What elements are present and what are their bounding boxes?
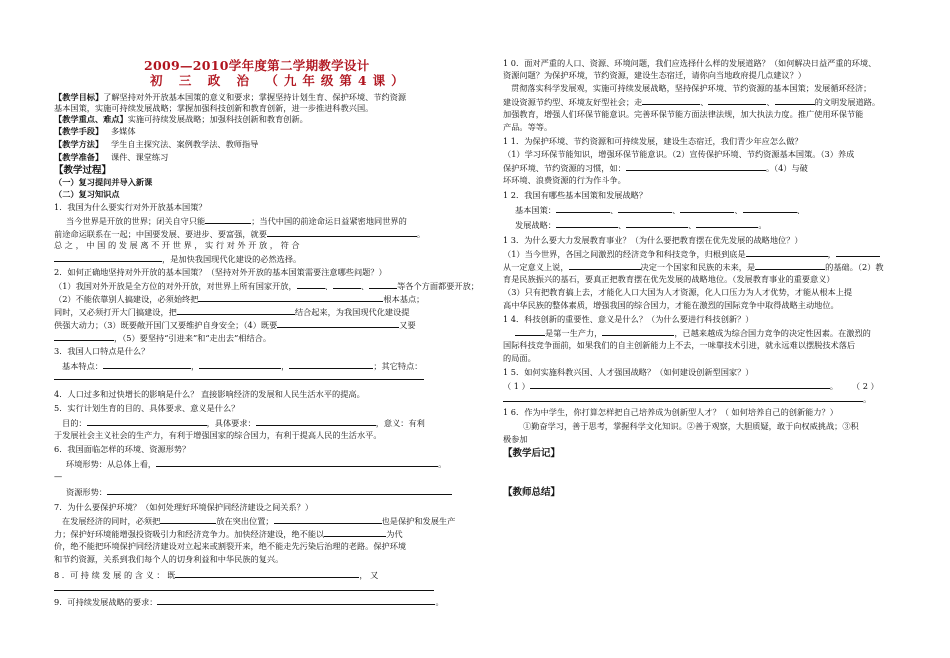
text-line: 目的： ，具体要求： ，意义：有利	[62, 418, 425, 428]
text-line: 基本国策： 、 、 、 、	[515, 205, 805, 215]
fill-blank[interactable]	[556, 219, 618, 228]
text-line: （1）学习环保节能知识，增强环保节能意识。（2）宣传保护环境、节约资源基本国策。（3）养成	[503, 149, 855, 159]
text-line: 当今世界是开放的世界；闭关自守只能 ；当代中国的前途命运日益紧密地同世界的	[66, 216, 407, 226]
methods-heading: 【教学方法】	[54, 139, 104, 149]
methods-row	[54, 139, 258, 150]
text-line: 。	[503, 393, 871, 405]
text-line: 育是民族振兴的基石，要真正把教育摆在优先发展的战略地位。（发展教育事业的重要意义）	[503, 274, 835, 284]
objectives-row	[54, 92, 406, 103]
fill-blank[interactable]	[515, 327, 545, 336]
fill-blank[interactable]	[626, 162, 766, 171]
question-11: 1 1．为保护环境、节约资源和可持续发展，建设生态宿迁，我们青少年应怎么做？	[503, 136, 803, 146]
question-9: 9．可持续发展战略的要求： 。	[54, 597, 444, 607]
text-line: 价，绝不能把环境保护同经济建设对立起来或割裂开来，绝不能走先污染后治理的老路。保护环境	[54, 541, 407, 551]
fill-blank[interactable]	[626, 219, 688, 228]
objectives-heading: 【教学目标】	[54, 92, 104, 102]
prep-heading: 【教学准备】	[54, 152, 104, 162]
fill-blank[interactable]	[198, 293, 383, 302]
fill-blank[interactable]	[755, 261, 825, 270]
text-line: 从一定意义上说， 决定一个国家和民族的未来，是 的基础。（2）教	[503, 262, 884, 272]
methods-text: 学生自主探究法、案例教学法、教师指导	[110, 139, 259, 149]
fill-blank[interactable]	[556, 204, 610, 213]
fill-blank[interactable]	[199, 360, 281, 369]
fill-blank-line	[54, 372, 424, 383]
question-3: 3．我国人口特点是什么？	[54, 346, 150, 356]
step-review: （一）复习提问并导入新课	[54, 177, 153, 187]
process-heading: 【教学过程】	[54, 165, 112, 176]
fill-blank[interactable]	[297, 280, 325, 289]
text-line: 和节约资源，关系到我们每个人的切身利益和中华民族的复兴。	[54, 554, 284, 564]
text-line: 资源问题？为保护环境，节约资源，建设生态宿迁，请你向当地政府提几点建议？）	[503, 70, 806, 80]
fill-blank[interactable]	[54, 253, 162, 262]
step-knowledge: （二）复习知识点	[54, 189, 120, 199]
fill-blank[interactable]	[160, 515, 216, 524]
means-heading: 【教学手段】	[54, 126, 104, 136]
objectives-text-cont: 基本国策，实施可持续发展战略；掌握加强科技创新和教育创新，进一步推进科教兴国。	[54, 103, 374, 113]
text-line: 是第一生产力， ，已越来越成为综合国力竞争的决定性因素。在激烈的	[515, 327, 871, 339]
text-line: 总 之 ， 中 国 的 发 展 离 不 开 世 界 ， 实 行 对 外 开 放 ， 符 合	[54, 240, 300, 250]
text-line: 保护环境、节约资源的习惯，如： 。（4）与破	[503, 163, 808, 173]
fill-blank[interactable]	[836, 248, 880, 257]
fill-blank[interactable]	[369, 280, 397, 289]
text-line: 发展战略： 、 、 。	[515, 220, 767, 230]
text-line: （ 1 ） 。 （ 2 ）	[503, 381, 879, 391]
text-line: （2）不能依靠别人搞建设，必须始终把 根本基点；	[54, 294, 425, 304]
question-6: 6．我国面临怎样的环境、资源形势？	[54, 444, 191, 454]
fill-blank[interactable]	[87, 417, 207, 426]
text-line: 贯彻落实科学发展观，实施可持续发展战略，坚持保护环境、节约资源的基本国策；发展循环经济；	[511, 83, 872, 93]
document-title: 2009—2010学年度第二学期教学设计	[144, 58, 370, 73]
afterword-heading: 【教学后记】	[503, 448, 561, 459]
text-line: （3）只有把教育搞上去，才能化人口大国为人才资源，化人口压力为人才优势，才能从根本上提	[503, 287, 853, 297]
means-text: 多媒体	[110, 126, 136, 136]
text-line: 在发展经济的同时，必须把 放在突出位置； 也是保护和发展生产	[62, 516, 456, 526]
fill-blank[interactable]	[156, 458, 438, 467]
question-1: 1．我国为什么要实行对外开放基本国策？	[54, 202, 207, 212]
question-8: 8 ．可 持 续 发 展 的 含 义 ： 既 ， 又	[54, 570, 379, 580]
text-line: 资源形势：	[66, 486, 452, 498]
objectives-text: 了解坚持对外开放基本国策的意义和要求；掌握坚持计划生育、保护环境、节约资源	[103, 92, 407, 102]
text-line: 环境形势：从总体上看， 。	[66, 459, 447, 469]
text-line: ①勤奋学习，善于思考，掌握科学文化知识。②善于观察，大胆质疑，敢于向权威挑战；③积	[523, 421, 859, 431]
document-subtitle: 初 三 政 治 （九年级第4课）	[150, 73, 410, 88]
fill-blank[interactable]	[277, 319, 399, 328]
text-line: 极参加	[503, 434, 528, 444]
text-line: （1）我国对外开放是全方位的对外开放，对世界上所有国家开放， 、 、 等各个方面都要开放；	[54, 281, 479, 291]
text-line: 同时，又必须打开大门搞建设，把 结合起来，为我国现代化建设提	[54, 307, 410, 317]
fill-blank[interactable]	[256, 417, 376, 426]
fill-blank[interactable]	[54, 378, 424, 380]
text-line: 前途命运联系在一起；中国要发展、要进步、要富强，就要 。	[54, 229, 426, 239]
fill-blank[interactable]	[177, 306, 295, 315]
means-row	[54, 126, 136, 137]
text-line: 于发展社会主义社会的生产力，有利于增强国家的综合国力，有利于提高人民的生活水平。	[54, 430, 382, 440]
text-line: 产品。等等。	[503, 122, 553, 132]
key-points-row	[54, 114, 308, 125]
fill-blank[interactable]	[107, 486, 452, 495]
fill-blank-line	[54, 583, 434, 594]
question-5: 5．实行计划生育的目的、具体要求、意义是什么？	[54, 403, 240, 413]
fill-blank[interactable]	[103, 360, 191, 369]
fill-blank[interactable]	[618, 204, 672, 213]
question-2: 2．如何正确地坚持对外开放的基本国策？（坚持对外开放的基本国策需要注意哪些问题？）	[54, 267, 387, 277]
text-line: —	[54, 471, 63, 481]
fill-blank[interactable]	[569, 261, 641, 270]
fill-blank[interactable]	[274, 515, 382, 524]
question-7: 7．为什么要保护环境？（如何处理好环境保护同经济建设之间关系？）	[54, 502, 314, 512]
question-13: 1 3．为什么要大力发展教育事业？（为什么要把教育摆在优先发展的战略地位？）	[503, 235, 803, 245]
fill-blank[interactable]	[175, 569, 359, 578]
question-16: 1 6．作为中学生，你打算怎样把自己培养成为创新型人才？（ 如何培养自己的创新能力？）	[503, 407, 838, 417]
fill-blank[interactable]	[743, 204, 797, 213]
text-line: 建设资源节约型、环境友好型社会；走 、 、 的文明发展道路。	[503, 97, 881, 107]
question-14: 1 4．科技创新的重要性、意义是什么？（为什么要进行科技创新？）	[503, 314, 754, 324]
fill-blank[interactable]	[696, 219, 758, 228]
key-points-text: 实施可持续发展战略；加强科技创新和教育创新。	[127, 114, 308, 124]
fill-blank[interactable]	[708, 96, 766, 105]
text-line: 基本特点： ， ， ；其它特点：	[62, 361, 423, 371]
text-line: 力；保护好环境能增强投资吸引力和经济竞争力。加快经济建设，绝不能以 为代	[54, 529, 403, 539]
fill-blank[interactable]	[602, 327, 674, 336]
question-4: 4．人口过多和过快增长的影响是什么？ 直接影响经济的发展和人民生活水平的提高。	[54, 389, 365, 399]
fill-blank[interactable]	[289, 360, 373, 369]
prep-row	[54, 152, 168, 163]
question-15: 1 5．如何实施科教兴国、人才强国战略？（如何建设创新型国家？）	[503, 367, 754, 377]
summary-heading: 【教师总结】	[503, 487, 561, 498]
text-line: ，是加快我国现代化建设的必然选择。	[54, 253, 301, 265]
text-line: ，（5）要坚持“引进来”和“走出去”相结合。	[54, 332, 271, 344]
fill-blank[interactable]	[267, 228, 417, 237]
fill-blank[interactable]	[775, 96, 815, 105]
text-line: 坏环境、浪费资源的行为作斗争。	[503, 175, 626, 185]
text-line: 国际科技竞争面前，如果我们的自主创新能力上不去，一味靠技术引进，就永远难以摆脱技术落后	[503, 340, 856, 350]
fill-blank[interactable]	[54, 589, 434, 591]
key-points-heading: 【教学重点、难点】	[54, 114, 128, 124]
text-line: 高中华民族的整体素质，增强我国的综合国力，才能在激烈的国际竞争中取得战略主动地位。	[503, 300, 839, 310]
text-line: 供强大动力；（3）既要敞开国门又要维护自身安全；（4）既要 又要	[54, 320, 416, 330]
fill-blank[interactable]	[530, 380, 830, 389]
fill-blank[interactable]	[503, 393, 863, 402]
text-line: 的局面。	[503, 353, 536, 363]
text-line: 加强教育，增强人们环保节能意识。完善环保节能方面法律法规，加大执法力度。推广使用环保节能	[503, 109, 864, 119]
prep-text: 课件、课堂练习	[110, 152, 169, 162]
question-10: 1 0．面对严重的人口、资源、环境问题，我们应选择什么样的发展道路？（如何解决日益严重的环境、	[503, 58, 877, 68]
fill-blank[interactable]	[324, 528, 386, 537]
fill-blank[interactable]	[205, 215, 251, 224]
question-12: 1 2．我国有哪些基本国策和发展战略？	[503, 190, 648, 200]
fill-blank[interactable]	[333, 280, 361, 289]
fill-blank[interactable]	[54, 332, 114, 341]
fill-blank[interactable]	[746, 248, 828, 257]
text-line: （1）当今世界，各国之间激烈的经济竞争和科技竞争，归根到底是 ，	[503, 248, 880, 260]
fill-blank[interactable]	[157, 596, 435, 605]
fill-blank[interactable]	[642, 96, 700, 105]
fill-blank[interactable]	[680, 204, 734, 213]
